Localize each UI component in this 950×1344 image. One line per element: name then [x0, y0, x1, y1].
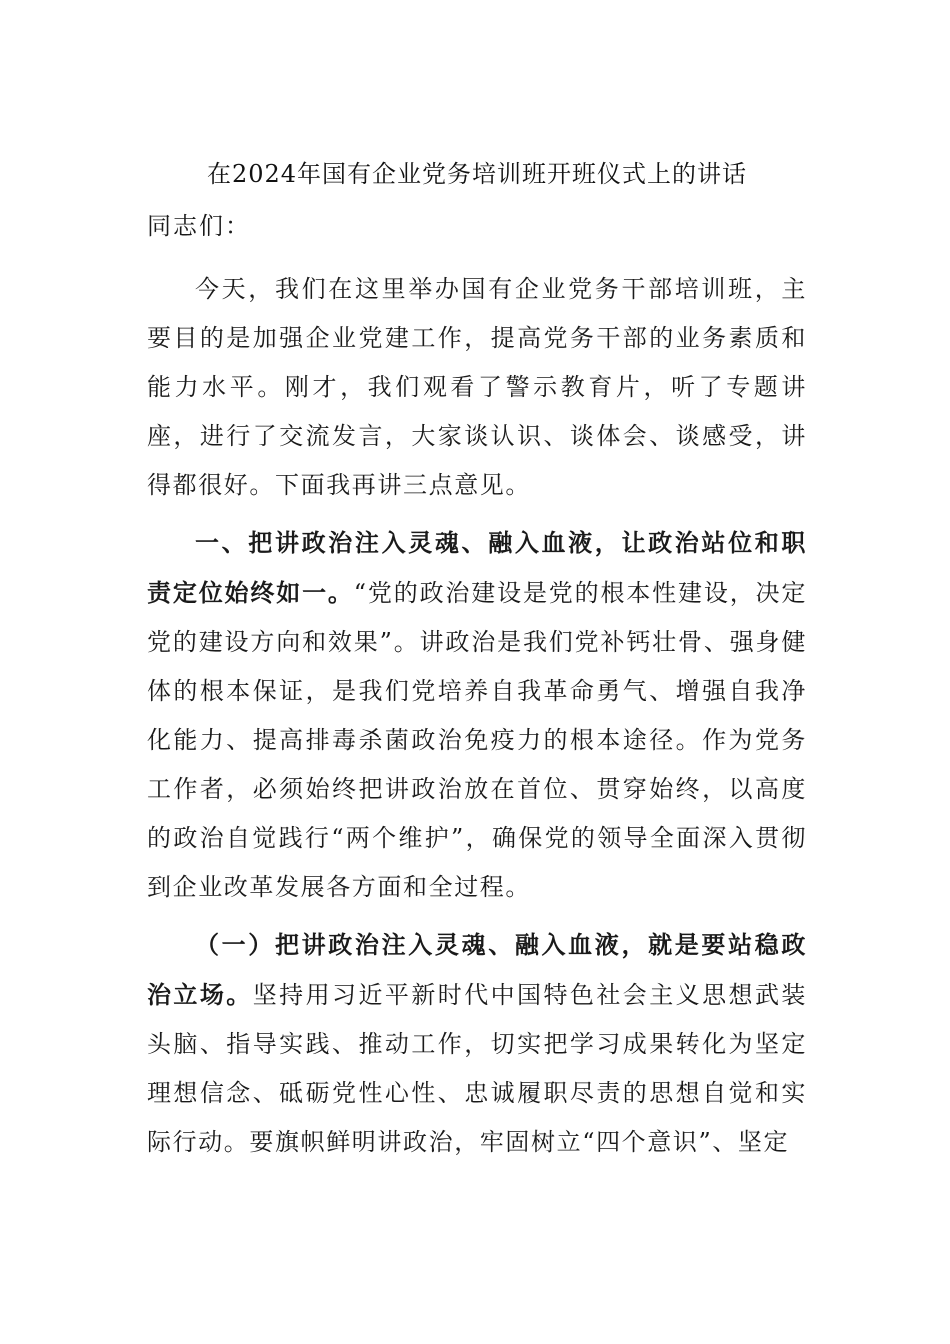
salutation: 同志们： — [147, 212, 251, 240]
paragraph-text: 今天，我们在这里举办国有企业党务干部培训班，主要目的是加强企业党建工作，提高党务干部的业务素质和能力水平。刚才，我们观看了警示教育片，听了专题讲座，进行了交流发言，大家谈认识、谈体会、谈感受，讲得都很好。下面我再讲三点意见。 — [147, 275, 807, 499]
paragraph-lead: 一、把讲政治注入灵魂、融入血液，让政治站位和职责定位始终如一。 — [147, 528, 807, 607]
paragraph-text: “党的政治建设是党的根本性建设，决定党的建设方向和效果”。讲政治是我们党补钙壮骨、强身健体的根本保证，是我们党培养自我革命勇气、增强自我净化能力、提高排毒杀菌政治免疫力的根本途径。作为党务工作者，必须始终把讲政治放在首位、贯穿始终，以高度的政治自觉践行“两个维护”，确保党的领导全面深入贯彻到企业改革发展各方面和全过程。 — [147, 579, 807, 901]
paragraph-section-1 — [147, 518, 807, 912]
paragraph-intro — [147, 264, 807, 510]
paragraph-text: 坚持用习近平新时代中国特色社会主义思想武装头脑、指导实践、推动工作，切实把学习成果转化为坚定理想信念、砥砺党性心性、忠诚履职尽责的思想自觉和实际行动。要旗帜鲜明讲政治，牢固树立“四个意识”、坚定 — [147, 981, 807, 1156]
document-body — [147, 154, 807, 1175]
paragraph-lead: （一）把讲政治注入灵魂、融入血液，就是要站稳政治立场。 — [147, 930, 807, 1009]
paragraph-subsection-1 — [147, 920, 807, 1167]
document-title: 在2024年国有企业党务培训班开班仪式上的讲话 — [206, 160, 748, 188]
